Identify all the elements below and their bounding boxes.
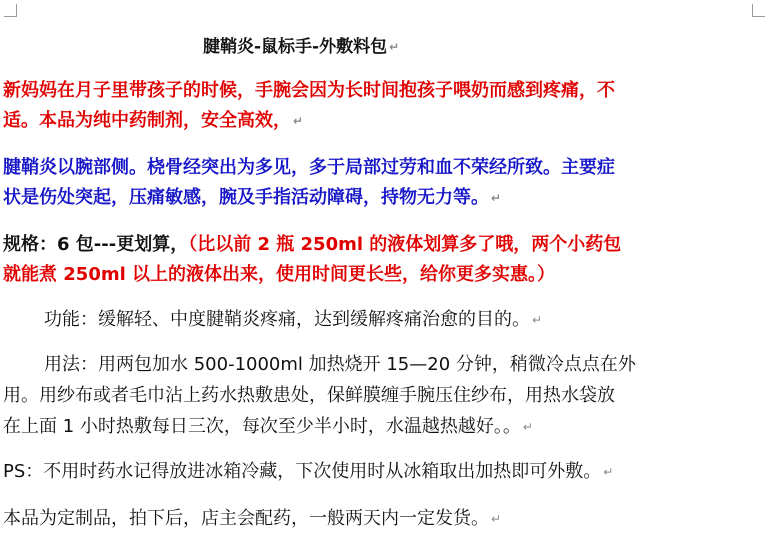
page-corner-mark-right	[752, 4, 765, 17]
spec-line-2: 就能煮 250ml 以上的液体出来，使用时间更长些，给你更多实惠。）	[3, 264, 556, 285]
paragraph-mark-icon: ↵	[522, 420, 533, 434]
red-paragraph-text: 适。本品为纯中药制剂，安全高效，	[3, 110, 291, 131]
usage-line-2: 用。用纱布或者毛巾沾上药水热敷患处，保鲜膜缠手腕压住纱布，用热水袋放	[3, 385, 615, 406]
ps-text: PS：不用时药水记得放进冰箱冷藏，下次使用时从冰箱取出加热即可外敷。	[3, 461, 602, 482]
ps-paragraph	[3, 457, 765, 487]
red-paragraph-line-2	[3, 106, 765, 136]
title-text: 腱鞘炎-鼠标手-外敷料包	[203, 37, 388, 57]
blue-paragraph-text: 状是伤处突起，压痛敏感，腕及手指活动障碍，持物无力等。	[3, 187, 489, 208]
paragraph-mark-icon: ↵	[491, 191, 502, 205]
delivery-paragraph	[3, 504, 765, 534]
paragraph-mark-icon: ↵	[532, 313, 543, 327]
paragraph-mark-icon: ↵	[389, 40, 400, 54]
red-paragraph-line-1: 新妈妈在月子里带孩子的时候，手腕会因为长时间抱孩子喂奶而感到疼痛，不	[3, 80, 615, 101]
spec-line-1	[3, 230, 765, 260]
blue-paragraph-line-1: 腱鞘炎以腕部侧。桡骨经突出为多见，多于局部过劳和血不荣经所致。主要症	[3, 157, 615, 178]
blue-paragraph-line-2	[3, 183, 765, 213]
document-title	[203, 32, 523, 62]
spec-offer-text: （比以前 2 瓶 250ml 的液体划算多了哦，两个小药包	[188, 234, 622, 255]
delivery-text: 本品为定制品，拍下后，店主会配药，一般两天内一定发货。	[3, 508, 489, 529]
paragraph-mark-icon: ↵	[293, 114, 304, 128]
usage-line-3	[3, 412, 765, 442]
function-text: 功能：缓解轻、中度腱鞘炎疼痛，达到缓解疼痛治愈的目的。	[44, 309, 530, 330]
usage-line-1: 用法：用两包加水 500-1000ml 加热烧开 15—20 分钟，稍微冷点点在外	[44, 354, 636, 375]
page-corner-mark-left	[4, 4, 17, 17]
function-paragraph	[44, 305, 764, 335]
paragraph-mark-icon: ↵	[491, 512, 502, 526]
spec-label: 规格：6 包---更划算，	[3, 234, 189, 255]
paragraph-mark-icon: ↵	[603, 465, 614, 479]
usage-text: 在上面 1 小时热敷每日三次，每次至少半小时，水温越热越好。。	[3, 416, 521, 437]
